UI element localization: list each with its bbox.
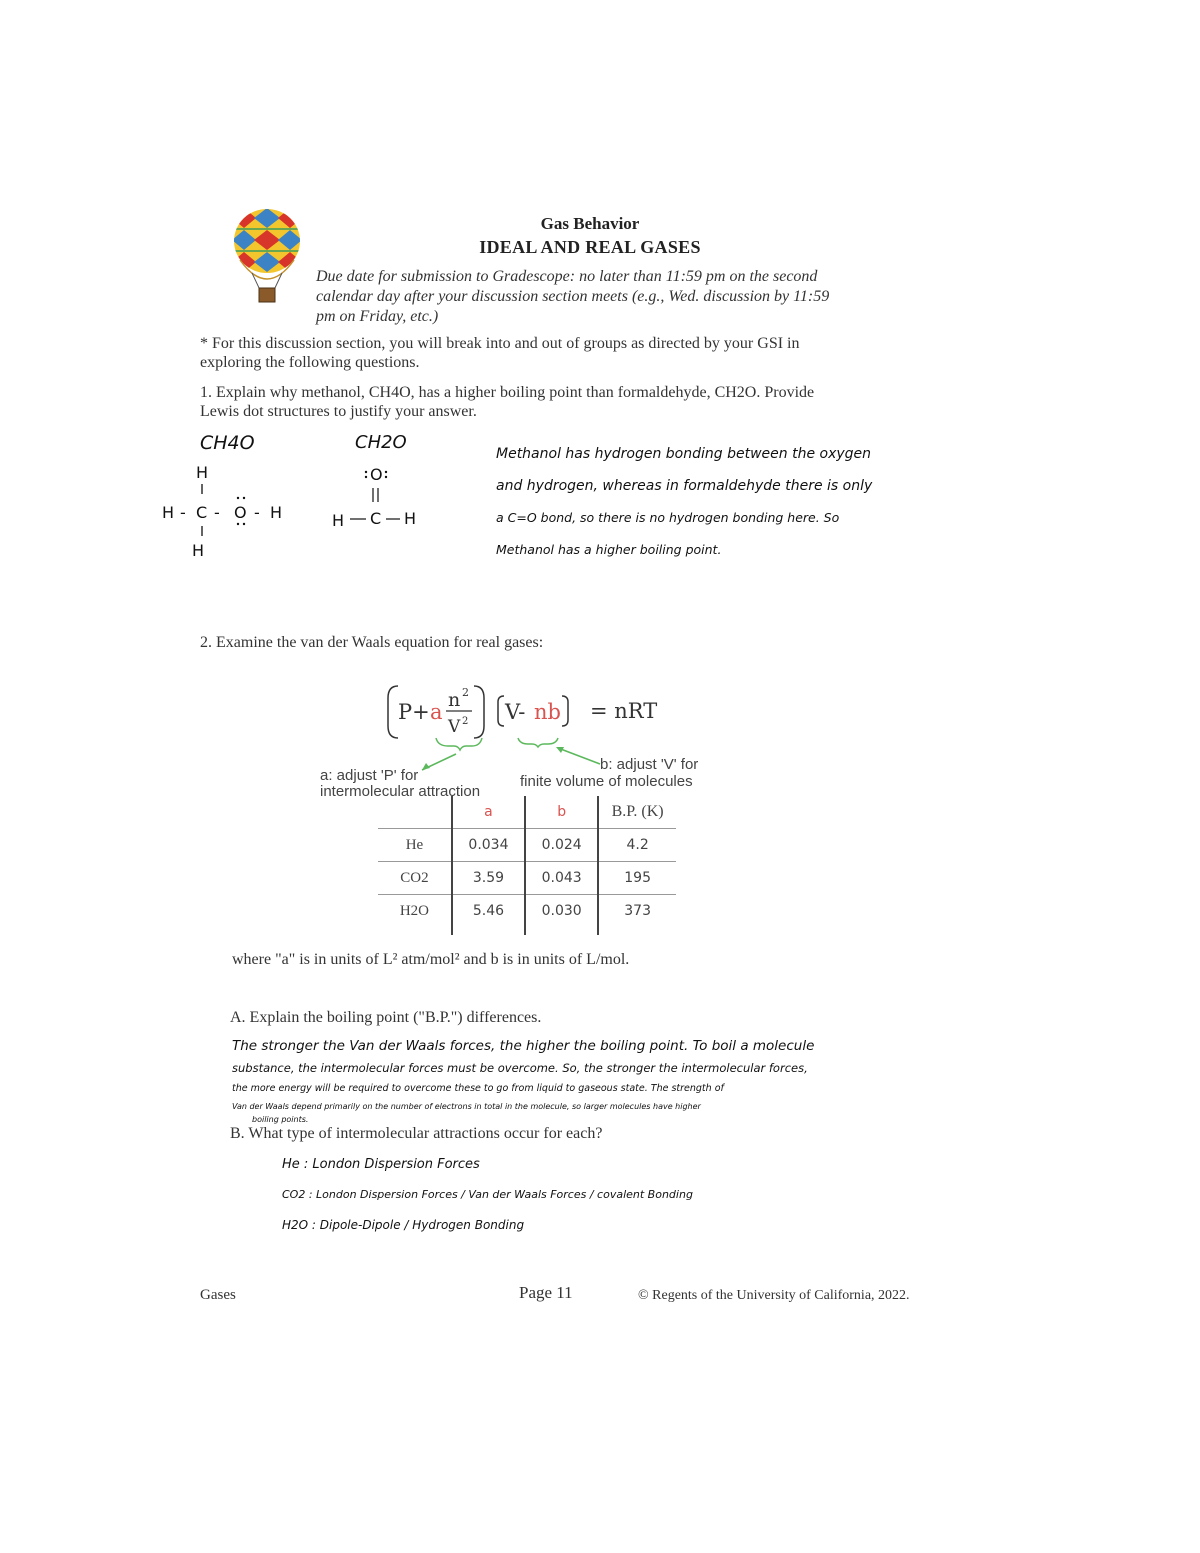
svg-text:P+: P+: [398, 700, 430, 724]
formaldehyde-lewis-structure: [328, 462, 438, 537]
table-cell: 4.2: [598, 829, 676, 862]
note-a: a: adjust 'P' for intermolecular attraction: [320, 767, 481, 800]
table-spacer-row: [378, 927, 676, 935]
table-header-cell: b: [525, 796, 598, 829]
formaldehyde-formula: CH2O: [355, 432, 407, 453]
svg-text:H: H: [192, 541, 205, 560]
question-2: 2. Examine the van der Waals equation for real gases:: [200, 634, 544, 651]
table-row: [378, 862, 676, 895]
table-cell: 0.034: [452, 829, 525, 862]
table-cell: 5.46: [452, 895, 525, 928]
table-header-cell: B.P. (K): [598, 796, 676, 829]
footer-copyright: © Regents of the University of California, 2022.: [638, 1288, 910, 1303]
note-b: b: adjust 'V' for finite volume of molecules: [520, 756, 699, 790]
footer-left: Gases: [200, 1287, 236, 1303]
svg-text:C: C: [370, 509, 382, 528]
svg-text:-: -: [214, 503, 220, 522]
page-title: Gas Behavior: [540, 214, 640, 233]
table-cell: 373: [624, 903, 651, 919]
due-date-text: Due date for submission to Gradescope: no later than 11:59 pm on the second calendar day after your discussion section meets (e.g., Wed. discussion by 11:59 pm on Friday, etc.): [316, 268, 830, 325]
svg-text:V-: V-: [505, 700, 526, 724]
page-number: Page 11: [519, 1283, 573, 1302]
table-cell: He: [378, 829, 452, 862]
svg-text:C: C: [196, 503, 208, 522]
svg-text:nb: nb: [534, 700, 561, 724]
svg-text:H: H: [404, 509, 417, 528]
intro-text: * For this discussion section, you will break into and out of groups as directed by your GSI in exploring the following questions.: [200, 335, 800, 371]
hot-air-balloon-logo: [232, 208, 302, 308]
table-cell: 195: [598, 862, 676, 895]
svg-text:-: -: [180, 503, 186, 522]
page-subtitle: IDEAL AND REAL GASES: [479, 237, 701, 257]
methanol-formula: CH4O: [200, 432, 255, 454]
svg-text:O: O: [234, 503, 247, 522]
table-cell: 3.59: [452, 862, 525, 895]
svg-text:H: H: [162, 503, 175, 522]
table-header-cell: [378, 796, 452, 829]
van-der-waals-equation: [386, 684, 686, 744]
table-header-cell: a: [452, 796, 525, 829]
table-header-row: [378, 796, 676, 829]
question-1-answer: Methanol has hydrogen bonding between the oxygen and hydrogen, whereas in formaldehyde there is only a C=O bond, so there is no hydrogen bonding here. So Methanol has a higher boiling point.: [496, 446, 873, 557]
vdw-constants-table: [378, 796, 676, 935]
svg-text:H: H: [332, 511, 345, 530]
table-cell: 0.030: [525, 895, 598, 928]
svg-text:H: H: [270, 503, 283, 522]
question-1: 1. Explain why methanol, CH4O, has a higher boiling point than formaldehyde, CH2O. Provide Lewis dot structures to justify your answer.: [200, 384, 815, 420]
table-row: [378, 895, 676, 928]
equation-rhs: = nRT: [590, 699, 658, 723]
methanol-lewis-structure: [158, 460, 298, 560]
part-b-answer: He : London Dispersion Forces CO2 : London Dispersion Forces / Van der Waals Forces / covalent Bonding H2O : Dipole-Dipole / Hydrogen Bonding: [282, 1157, 693, 1232]
table-row: [378, 829, 676, 862]
svg-text:-: -: [254, 503, 260, 522]
svg-text:a: a: [430, 700, 443, 724]
part-a-answer: The stronger the Van der Waals forces, the higher the boiling point. To boil a molecule substance, the intermolecular forces must be overcome. So, the stronger the intermolecular forces, the more energy will be required to overcome these to go from liquid to gaseous state. The strength of Van der Waals depend primarily on the number of electrons in total in the molecule, so larger molecules have higher boiling points.: [232, 1038, 815, 1124]
table-cell: CO2: [378, 862, 452, 895]
table-cell: 0.024: [525, 829, 598, 862]
svg-text:n: n: [448, 689, 461, 711]
table-cell: H2O: [378, 895, 452, 928]
svg-text:2: 2: [462, 716, 469, 727]
svg-text:V: V: [448, 717, 461, 737]
svg-text:O: O: [370, 465, 383, 484]
table-cell: 0.043: [525, 862, 598, 895]
part-b-prompt: B. What type of intermolecular attractions occur for each?: [230, 1125, 603, 1142]
svg-text:H: H: [196, 463, 209, 482]
svg-text:2: 2: [462, 686, 469, 699]
units-note: where "a" is in units of L² atm/mol² and b is in units of L/mol.: [232, 951, 630, 968]
part-a-prompt: A. Explain the boiling point ("B.P.") differences.: [230, 1009, 542, 1026]
